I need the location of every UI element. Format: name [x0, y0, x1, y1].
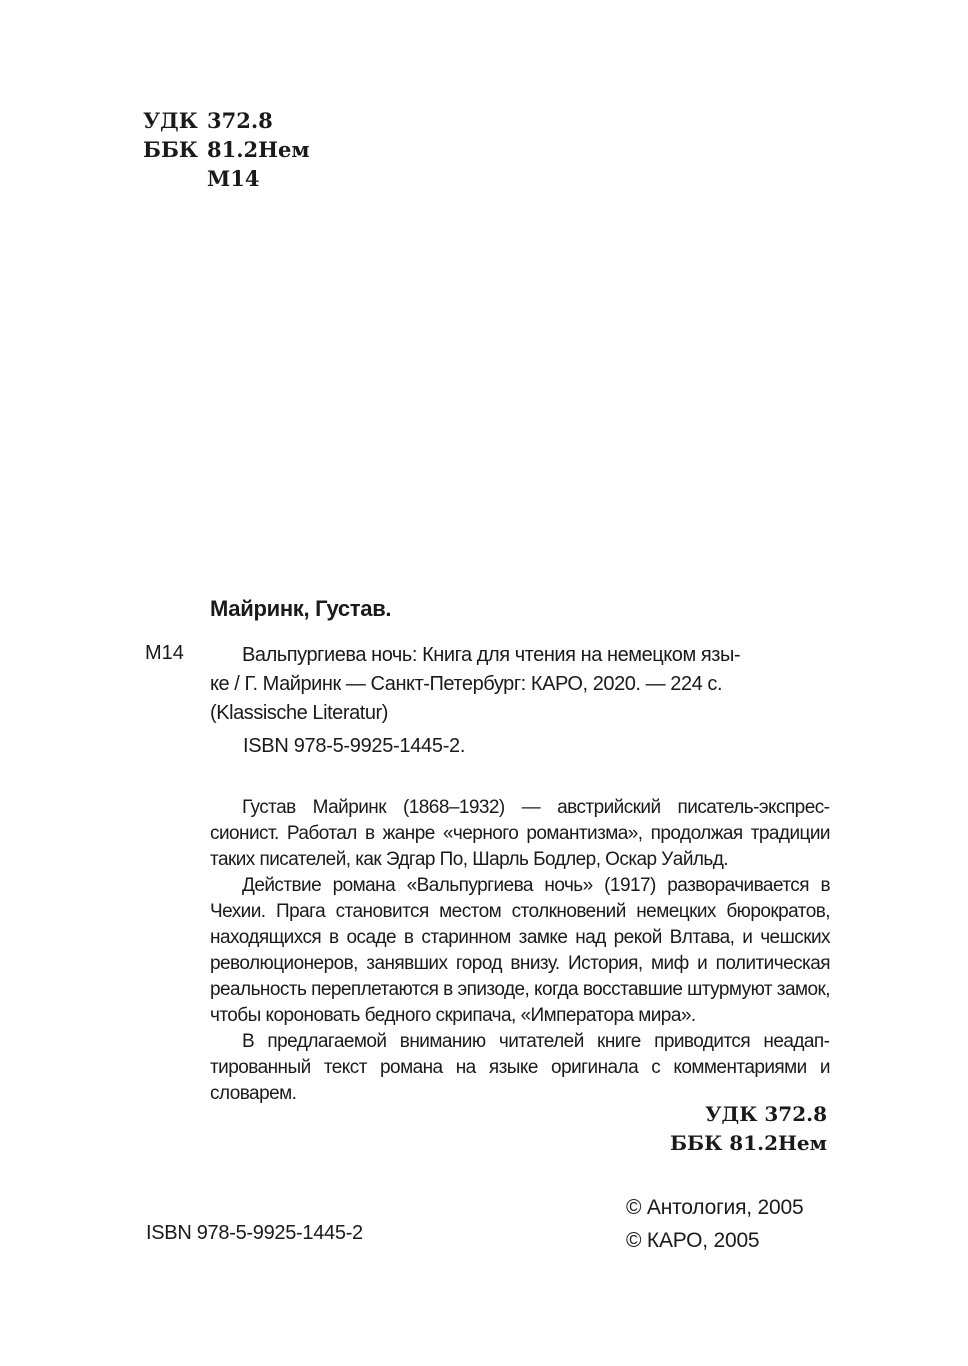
- copyright-anthology: © Антология, 2005: [626, 1196, 804, 1219]
- udk-code: УДК 372.8: [705, 1102, 827, 1126]
- bbk-label: ББК: [143, 137, 198, 162]
- cutter-value: М14: [207, 166, 260, 191]
- classification-block-top: [143, 106, 310, 193]
- bbk-value: 81.2Нем: [207, 137, 310, 162]
- description-line-2: ке / Г. Майринк — Санкт-Петербург: КАРО, 2020. — 224 с.: [210, 673, 723, 695]
- classification-row-bbk: [143, 135, 310, 164]
- cutter-code: М14: [145, 642, 184, 664]
- cutter-label: [143, 164, 207, 193]
- bibliographic-description: [210, 641, 830, 728]
- author-heading: Майринк, Густав.: [210, 596, 392, 621]
- annotation-paragraph-author: Густав Майринк (1868–1932) — австрийский писатель-экспрессионист. Работал в жанре «черного романтизма», продолжая традиции таких писателей, как Эдгар По, Шарль Бодлер, Оскар Уайльд.: [210, 797, 830, 870]
- annotation-paragraph-edition: В предлагаемой вниманию читателей книге приводится неадаптированный текст романа на языке оригинала с комментариями и словарем.: [210, 1031, 830, 1104]
- annotation-paragraph-plot: Действие романа «Вальпургиева ночь» (1917) разворачивается в Чехии. Прага становится местом столкновений немецких бюрократов, находящихся в осаде в старинном замке над рекой Влтава, и чешских революционеров, занявших город внизу. История, миф и политическая реальность переплетаются в эпизоде, когда восставшие штурмуют замок, чтобы короновать бедного скрипача, «Императора мира».: [210, 875, 830, 1026]
- record-isbn: ISBN 978-5-9925-1445-2.: [243, 735, 466, 757]
- footer-isbn: ISBN 978-5-9925-1445-2: [146, 1222, 363, 1244]
- bbk-code: ББК 81.2Нем: [669, 1131, 827, 1155]
- description-line-1: Вальпургиева ночь: Книга для чтения на немецком язы-: [242, 644, 741, 666]
- udk-label: УДК: [143, 108, 198, 133]
- classification-block-bottom: [670, 1100, 827, 1158]
- copyright-block: [626, 1191, 803, 1257]
- classification-row-cutter: [143, 164, 310, 193]
- copyright-karo: © КАРО, 2005: [626, 1229, 760, 1252]
- annotation: [210, 795, 830, 1107]
- description-line-3: (Klassische Literatur): [210, 702, 388, 724]
- udk-value: 372.8: [207, 108, 273, 133]
- classification-row-udk: [143, 106, 310, 135]
